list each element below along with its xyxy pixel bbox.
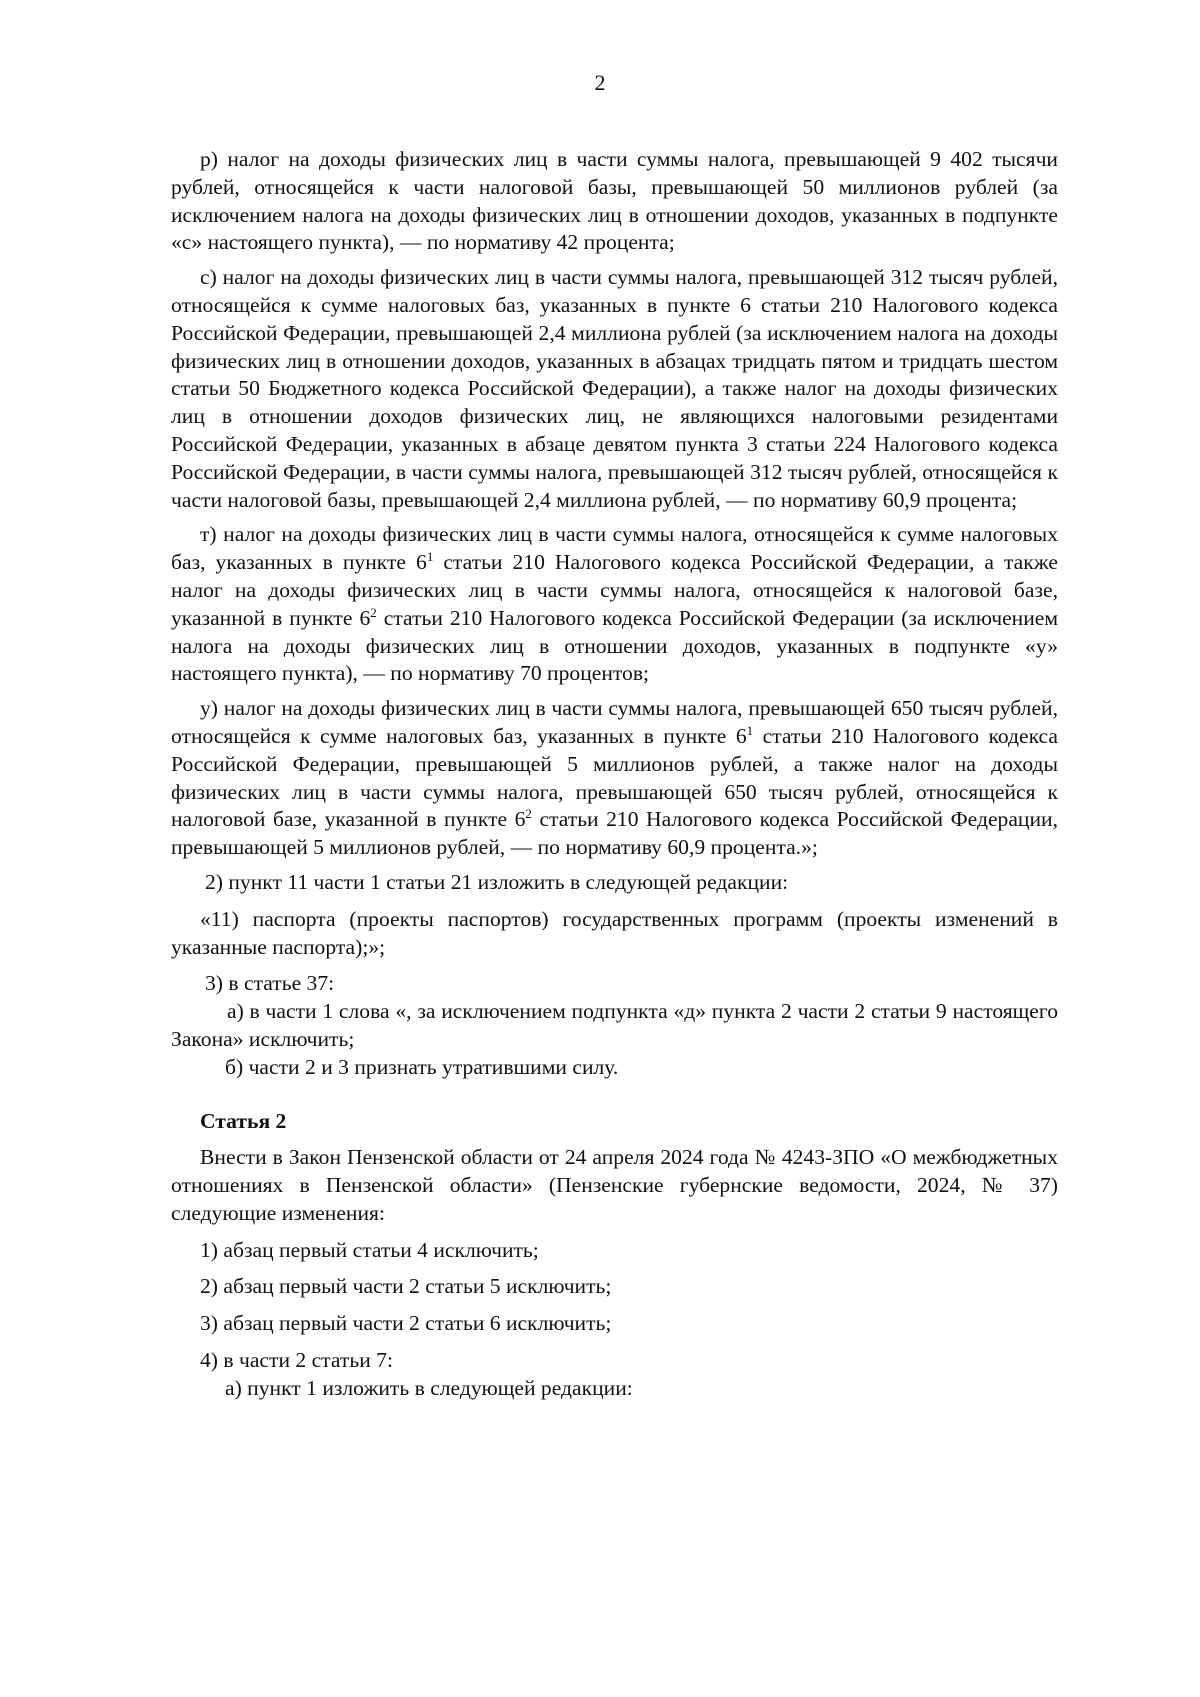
article-2-intro: Внести в Закон Пензенской области от 24 апреля 2024 года № 4243-ЗПО «О межбюджетных отношениях в Пензенской области» (Пензенские губернские ведомости, 2024, № 37) следующие изменения:	[171, 1145, 1058, 1225]
article-2-item-2: 2) абзац первый части 2 статьи 5 исключить;	[200, 1274, 612, 1299]
subitem-t-text-3: статьи 210 Налогового кодекса Российской Федерации (за исключением налога на доходы физических лиц в отношении доходов, указанных в подпункте «у» настоящего пункта), — по нормативу 70 процентов;	[171, 605, 1059, 686]
subitem-u-superscript-2: 2	[525, 806, 532, 822]
subitem-r: р) налог на доходы физических лиц в части суммы налога, превышающей 9 402 тысячи рублей, относящейся к части налоговой базы, превышающей 50 миллионов рублей (за исключением налога на доходы физических лиц в отношении доходов, указанных в подпункте «с» настоящего пункта), — по нормативу 42 процента;	[171, 147, 1058, 255]
subitem-u-text-3: статьи 210 Налогового кодекса Российской Федерации, превышающей 5 миллионов рублей, — по нормативу 60,9 процента.»;	[171, 807, 1058, 860]
subitem-t-superscript-1: 1	[426, 549, 434, 565]
subitem-t-text-2: статьи 210 Налогового кодекса Российской Федерации, а также налог на доходы физических лиц в части суммы налога, относящейся к налоговой базе, указанной в пункте 6	[171, 550, 1058, 630]
subitem-u	[171, 695, 1058, 862]
article-2-heading: Статья 2	[200, 1108, 287, 1133]
article-2-item-3: 3) абзац первый части 2 статьи 6 исключить;	[200, 1311, 612, 1336]
subitem-t-text-1: т) налог на доходы физических лиц в части суммы налога, относящейся к сумме налоговых баз, указанных в пункте 6	[171, 522, 1058, 575]
article-2-item-4-a: а) пункт 1 изложить в следующей редакции:	[225, 1375, 633, 1400]
point-3: 3) в статье 37:	[205, 971, 335, 996]
page-number: 2	[594, 70, 606, 95]
document-body	[171, 146, 1058, 1403]
point-3-a: а) в части 1 слова «, за исключением подпункта «д» пункта 2 части 2 статьи 9 настоящего Закона» исключить;	[171, 999, 1058, 1051]
subitem-t-superscript-2: 2	[370, 604, 377, 620]
subitem-u-superscript-1: 1	[746, 722, 754, 738]
subitem-s: с) налог на доходы физических лиц в части суммы налога, превышающей 312 тысяч рублей, относящейся к сумме налоговых баз, указанных в пункте 6 статьи 210 Налогового кодекса Российской Федерации, превышающей 2,4 миллиона рублей (за исключением налога на доходы физических лиц в отношении доходов, указанных в абзацах тридцать пятом и тридцать шестом статьи 50 Бюджетного кодекса Российской Федерации), а также налог на доходы физических лиц в отношении доходов физических лиц, не являющихся налоговыми резидентами Российской Федерации, указанных в абзаце девятом пункта 3 статьи 224 Налогового кодекса Российской Федерации, в части суммы налога, превышающей 312 тысяч рублей, относящейся к части налоговой базы, превышающей 2,4 миллиона рублей, — по нормативу 60,9 процента;	[171, 265, 1058, 512]
article-2-item-1: 1) абзац первый статьи 4 исключить;	[200, 1237, 539, 1262]
point-3-b: б) части 2 и 3 признать утратившими силу.	[225, 1054, 619, 1079]
article-2-item-4: 4) в части 2 статьи 7:	[200, 1348, 393, 1373]
point-2: 2) пункт 11 части 1 статьи 21 изложить в следующей редакции:	[205, 869, 789, 894]
subitem-t	[171, 521, 1058, 688]
subitem-u-text-1: у) налог на доходы физических лиц в части суммы налога, превышающей 650 тысяч рублей, относящейся к сумме налоговых баз, указанных в пункте 6	[171, 696, 1058, 748]
point-2-quote: «11) паспорта (проекты паспортов) государственных программ (проекты изменений в указанные паспорта);»;	[171, 906, 1058, 959]
subitem-u-text-2: статьи 210 Налогового кодекса Российской Федерации, превышающей 5 миллионов рублей, а также налог на доходы физических лиц в части суммы налога, превышающей 650 тысяч рублей, относящейся к налоговой базе, указанной в пункте 6	[171, 723, 1058, 832]
